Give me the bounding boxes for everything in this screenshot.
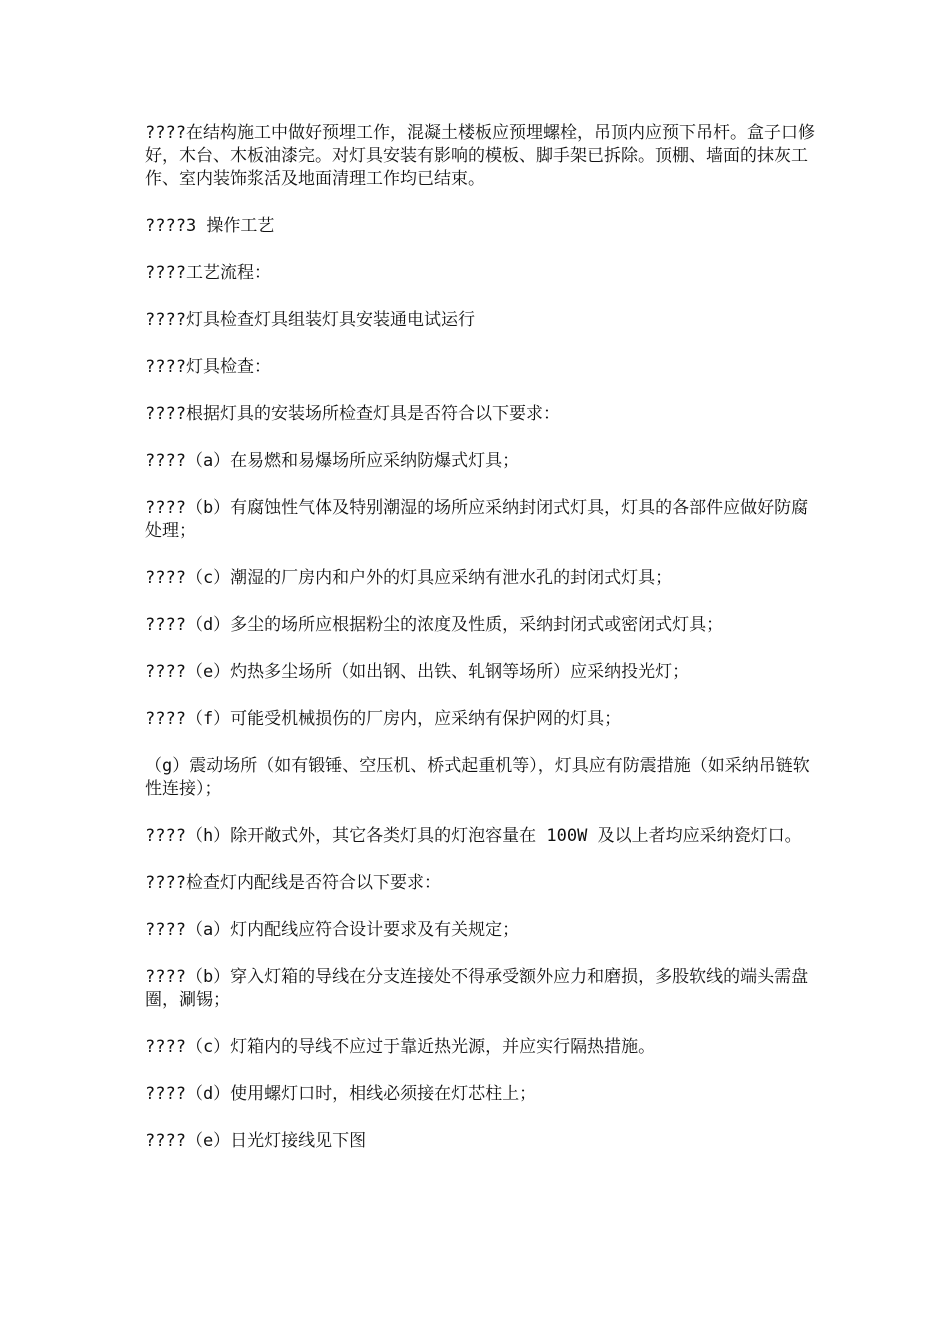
paragraph-preparation: ????在结构施工中做好预埋工作，混凝土楼板应预埋螺栓，吊顶内应预下吊杆。盒子口修好，木台、木板油漆完。对灯具安装有影响的模板、脚手架已拆除。顶棚、墙面的抹灰工作、室内装饰浆活及地面清理工作均已结束。 — [145, 123, 815, 189]
list-item-c: ????（c）潮湿的厂房内和户外的灯具应采纳有泄水孔的封闭式灯具； — [145, 568, 673, 588]
heading-lamp-inspection: ????灯具检查： — [145, 357, 271, 377]
heading-operation-process: ????3 操作工艺 — [145, 216, 275, 236]
list-item-d: ????（d）多尘的场所应根据粉尘的浓度及性质，采纳封闭式或密闭式灯具； — [145, 615, 724, 635]
heading-process-flow: ????工艺流程： — [145, 263, 271, 283]
wiring-item-c: ????（c）灯箱内的导线不应过于靠近热光源，并应实行隔热措施。 — [145, 1037, 656, 1057]
paragraph-inspection-intro: ????根据灯具的安装场所检查灯具是否符合以下要求： — [145, 404, 560, 424]
wiring-item-b: ????（b）穿入灯箱的导线在分支连接处不得承受额外应力和磨损，多股软线的端头需盘圈，涮锡； — [145, 967, 809, 1010]
list-item-h: ????（h）除开敞式外，其它各类灯具的灯泡容量在 100W 及以上者均应采纳瓷灯口。 — [145, 826, 802, 846]
wiring-item-e: ????（e）日光灯接线见下图 — [145, 1131, 367, 1151]
list-item-f: ????（f）可能受机械损伤的厂房内，应采纳有保护网的灯具； — [145, 709, 622, 729]
list-item-a: ????（a）在易燃和易爆场所应采纳防爆式灯具； — [145, 451, 520, 471]
paragraph-process-flow: ????灯具检查灯具组装灯具安装通电试运行 — [145, 310, 475, 330]
paragraph-wiring-check-intro: ????检查灯内配线是否符合以下要求： — [145, 873, 441, 893]
document-body — [145, 122, 815, 1177]
wiring-item-a: ????（a）灯内配线应符合设计要求及有关规定； — [145, 920, 520, 940]
wiring-item-d: ????（d）使用螺灯口时，相线必须接在灯芯柱上； — [145, 1084, 537, 1104]
list-item-e: ????（e）灼热多尘场所（如出钢、出铁、轧钢等场所）应采纳投光灯； — [145, 662, 690, 682]
list-item-g: （g）震动场所（如有锻锤、空压机、桥式起重机等），灯具应有防震措施（如采纳吊链软性连接）； — [145, 756, 810, 799]
list-item-b: ????（b）有腐蚀性气体及特别潮湿的场所应采纳封闭式灯具，灯具的各部件应做好防腐处理； — [145, 498, 809, 541]
